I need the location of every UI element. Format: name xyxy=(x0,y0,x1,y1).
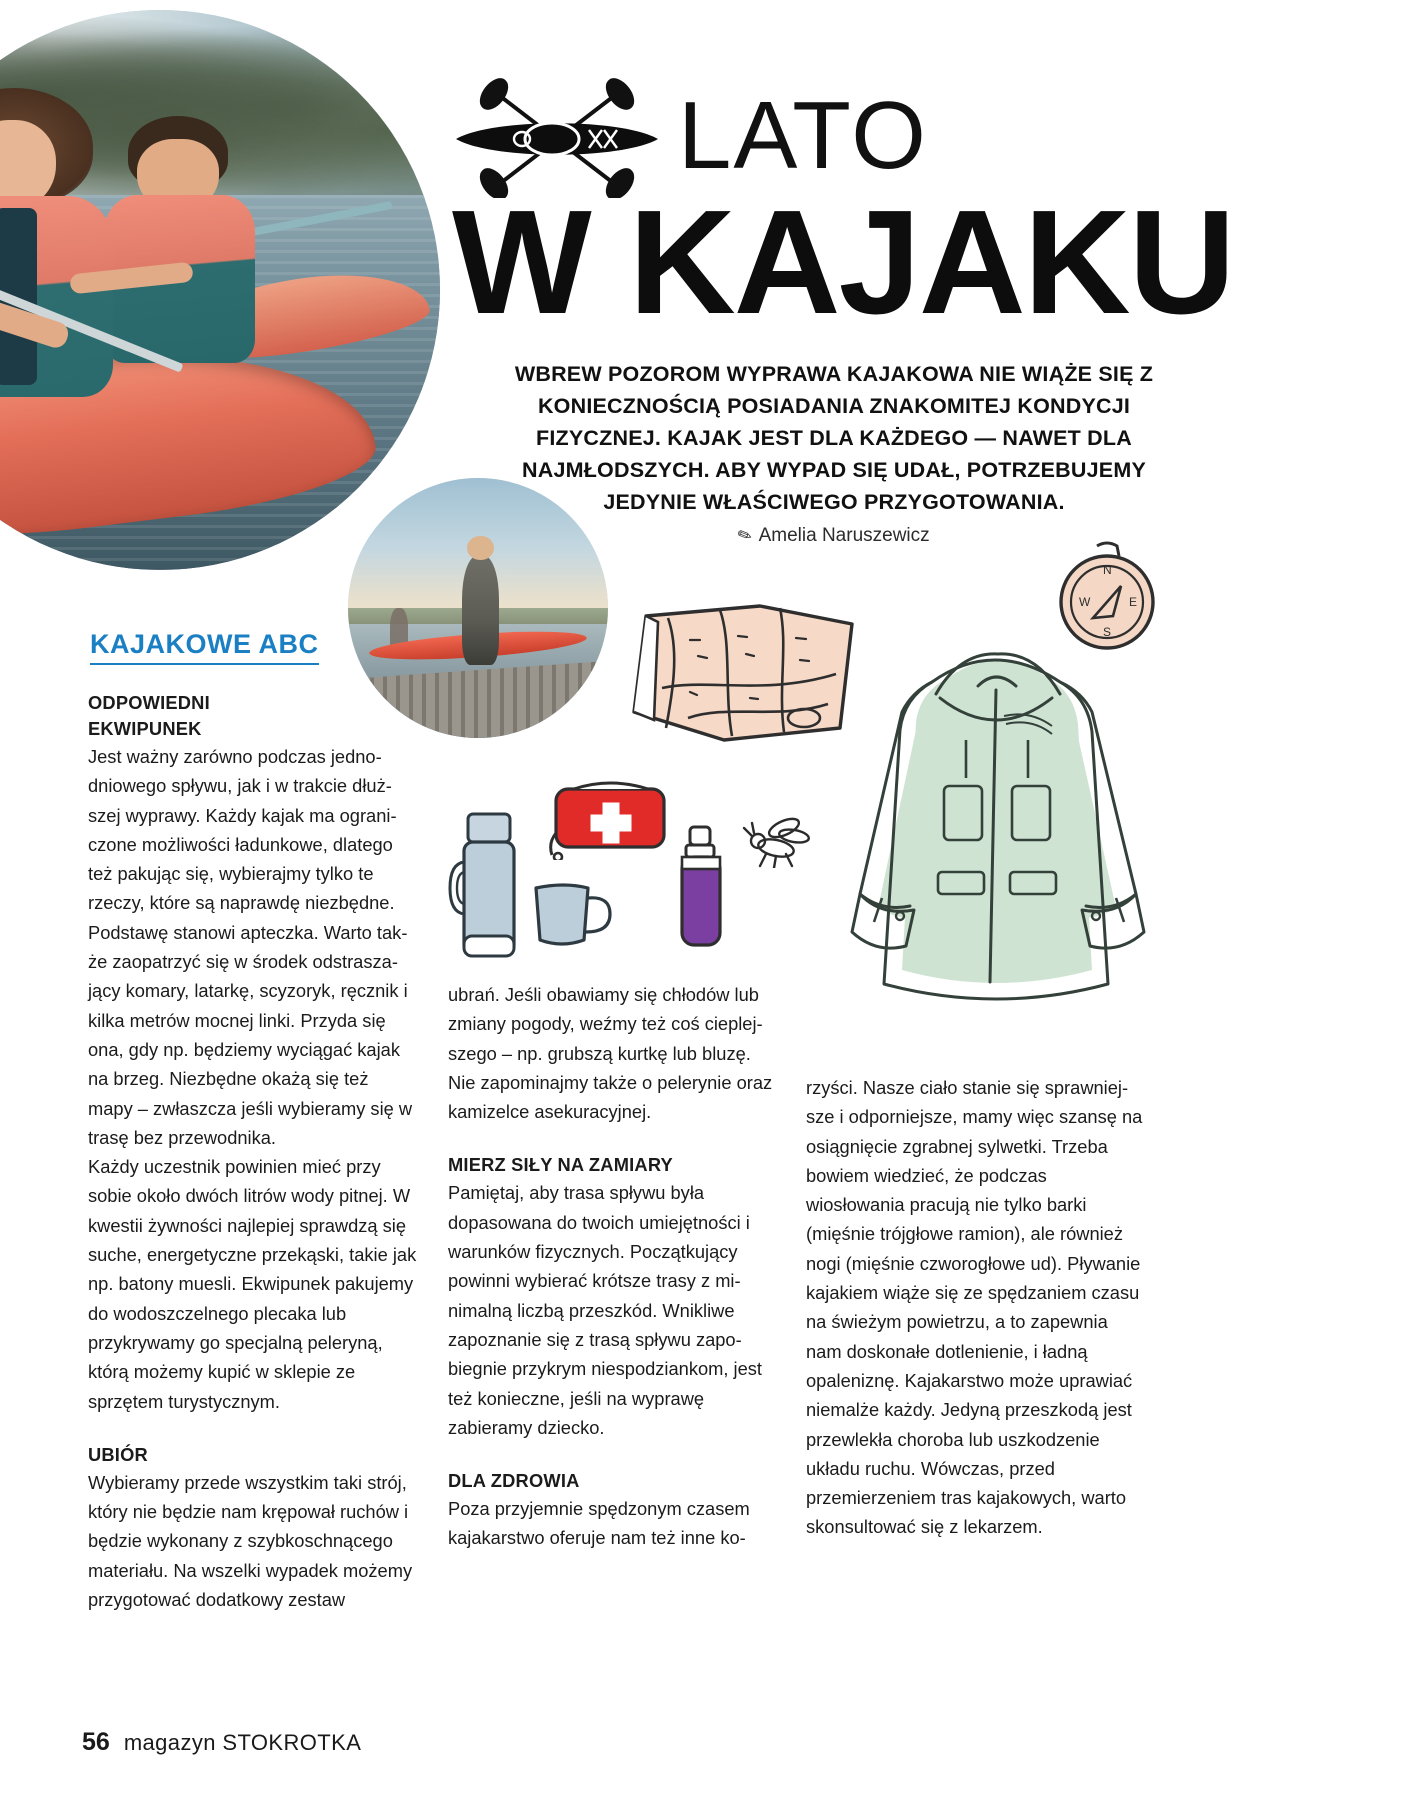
heading-mierz-sily-na-zamiary: MIERZ SIŁY NA ZAMIARY xyxy=(448,1154,673,1176)
first-aid-kit-illustration xyxy=(548,775,673,860)
bug-spray-illustration xyxy=(676,825,726,950)
heading-line-2: EKWIPUNEK xyxy=(88,718,202,739)
byline-author: Amelia Naruszewicz xyxy=(758,525,930,546)
mug-illustration xyxy=(530,880,616,952)
thermos-illustration xyxy=(448,810,528,970)
photo-paddler-man xyxy=(104,116,255,396)
sup-photo-person xyxy=(462,556,498,665)
page-number: 56 xyxy=(82,1728,110,1756)
col2-paragraph-1: ubrań. Jeśli obawiamy się chłodów lub zmiany pogody, weźmy też coś cieplejszego – np. grubszą kurtkę lub bluzę. Nie zapominajmy także o pelerynie oraz kamizelce asekuracyjnej. xyxy=(448,984,773,1123)
page-kicker: LATO xyxy=(678,82,928,189)
heading-line-1: ODPOWIEDNI xyxy=(88,692,210,713)
col3-paragraph-1: rzyści. Nasze ciało stanie się sprawniejsze i odporniejsze, mamy więc szansę na osiągnięcie zgrabnej sylwetki. Trzeba bowiem wiedzieć, że podczas wiosłowania pracują nie tylko barki (mięśnie trójgłowe ramion), ale również nogi (mięśnie czworogłowe ud). Pływanie kajakiem wiąże się ze spędzaniem czasu na świeżym powietrzu, a to zapewnia nam doskonałe dotlenienie, i ładną opaleniznę. Kajakarstwo może uprawiać niemalże każdy. Jedyną przeszkodą jest przewlekła choroba lub uszkodzenie układu ruchu. Wówczas, przed przemierzeniem tras kajakowych, warto skonsultować się z lekarzem. xyxy=(806,1077,1143,1538)
text-column-3 xyxy=(806,1073,1146,1542)
magazine-name: magazyn STOKROTKA xyxy=(123,1730,362,1755)
svg-text:W: W xyxy=(1079,595,1091,609)
page-title: W KAJAKU xyxy=(452,180,1234,345)
heading-dla-zdrowia: DLA ZDROWIA xyxy=(448,1470,580,1492)
rain-jacket-illustration xyxy=(820,620,1170,1040)
col2-paragraph-3: Poza przyjemnie spędzonym czasem kajakarstwo oferuje nam też inne ko- xyxy=(448,1498,750,1549)
pen-icon: ✎ xyxy=(734,523,756,548)
heading-odpowiedni-ekwipunek xyxy=(88,690,418,742)
mosquito-illustration xyxy=(742,808,824,868)
page-footer xyxy=(82,1728,361,1757)
paragraph-spacer xyxy=(448,1442,778,1468)
col1-paragraph-2: Każdy uczestnik powinien mieć przy sobie około dwóch litrów wody pitnej. W kwestii żywności najlepiej sprawdzą się suche, energetyczne przekąski, takie jak np. batony muesli. Ekwipunek pakujemy do wodoszczelnego plecaka lub przykrywamy go specjalną peleryną, którą możemy kupić w sklepie ze sprzętem turystycznym. xyxy=(88,1156,417,1412)
svg-text:E: E xyxy=(1129,595,1138,609)
svg-text:N: N xyxy=(1103,563,1112,577)
section-heading-kajakowe-abc: KAJAKOWE ABC xyxy=(90,629,319,665)
col2-paragraph-2: Pamiętaj, aby trasa spływu była dopasowana do twoich umiejętności i warunków fizycznych. Początkujący powinni wybierać krótsze trasy z minimalną liczbą przeszkód. Wnikliwe zapoznanie się z trasą spływu zapobiegnie przykrym niespodziankom, jest też konieczne, jeśli na wyprawę zabieramy dziecko. xyxy=(448,1182,762,1438)
heading-ubior: UBIÓR xyxy=(88,1443,148,1465)
col1-paragraph-1: Jest ważny zarówno podczas jednodniowego spływu, jak i w trakcie dłuższej wyprawy. Każdy kajak ma ograniczone możliwości ładunkowe, dlatego też pakując się, wybierajmy tylko te rzeczy, które są naprawdę niezbędne. Podstawę stanowi apteczka. Warto także zaopatrzyć się w środek odstraszający komary, latarkę, scyzoryk, ręcznik i kilka metrów mocnej linki. Przyda się ona, gdy np. będziemy wyciągać kajak na brzeg. Niezbędne okażą się też mapy – zwłaszcza jeśli wybieramy się w trasę bez przewodnika. xyxy=(88,746,413,1148)
photo-paddler-woman xyxy=(0,88,121,435)
svg-text:S: S xyxy=(1103,625,1112,639)
paragraph-spacer xyxy=(88,1416,418,1442)
text-column-2 xyxy=(448,980,778,1553)
text-column-1 xyxy=(88,690,418,1614)
lead-paragraph: WBREW POZOROM WYPRAWA KAJAKOWA NIE WIĄŻE SIĘ Z KONIECZNOŚCIĄ POSIADANIA ZNAKOMITEJ KONDYCJI FIZYCZNEJ. KAJAK JEST DLA KAŻDEGO — NAWET DLA NAJMŁODSZYCH. ABY WYPAD SIĘ UDAŁ, POTRZEBUJEMY JEDYNIE WŁAŚCIWEGO PRZYGOTOWANIA. xyxy=(514,362,1154,514)
col1-paragraph-3: Wybieramy przede wszystkim taki strój, który nie będzie nam krępował ruchów i będzie wykonany z szybkoschnącego materiału. Na wszelki wypadek możemy przygotować dodatkowy zestaw xyxy=(88,1471,413,1611)
paragraph-spacer xyxy=(448,1126,778,1152)
